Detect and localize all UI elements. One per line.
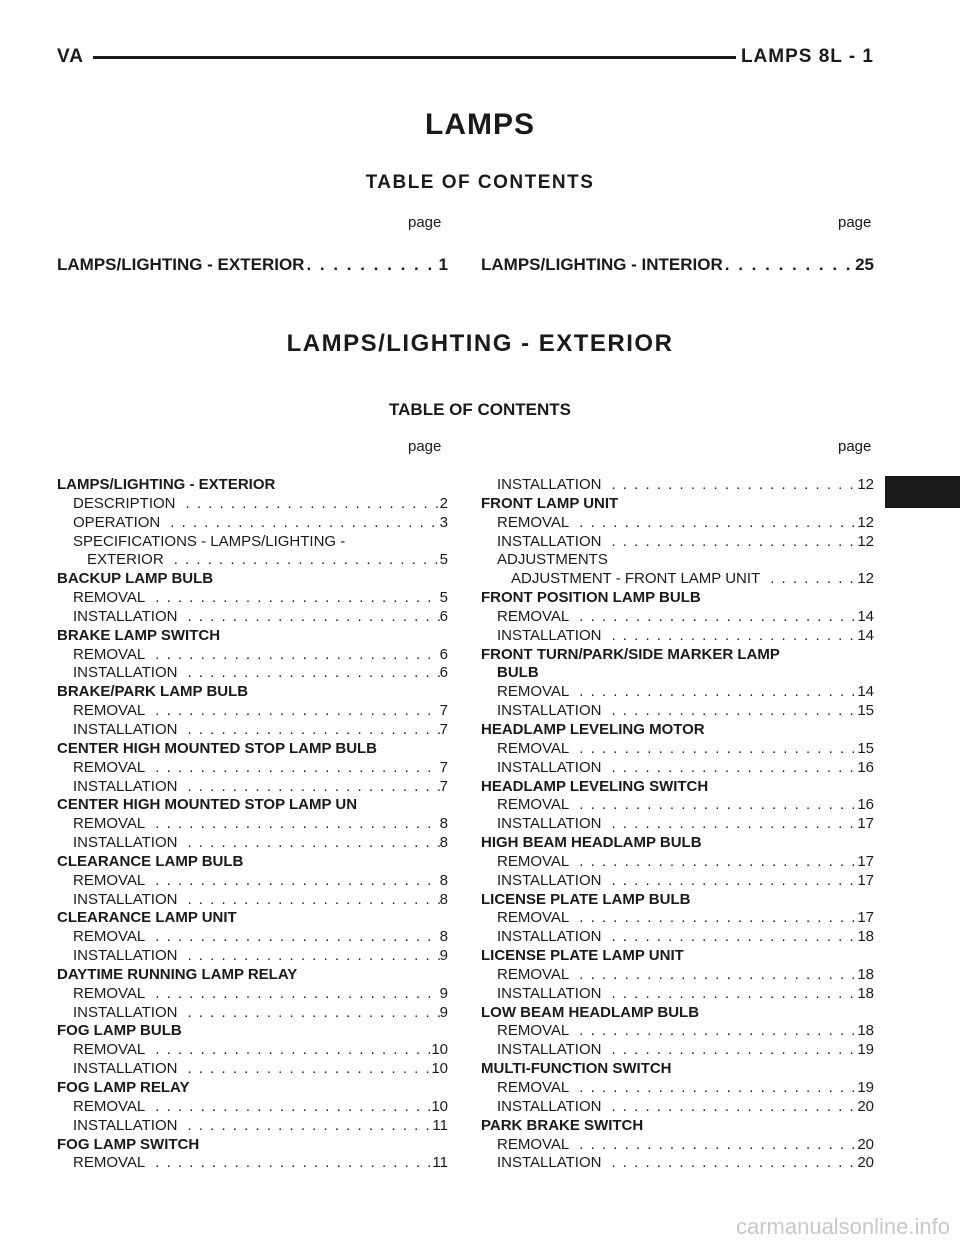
toc-heading	[57, 570, 448, 589]
toc-entry[interactable]	[481, 476, 874, 495]
toc-entry-label: INSTALLATION	[497, 1154, 602, 1172]
toc-entry[interactable]	[57, 985, 448, 1004]
dot-leader	[579, 796, 857, 815]
toc-entry-label: REMOVAL	[497, 796, 570, 814]
toc-entry[interactable]	[57, 834, 448, 853]
toc-entry-label: INSTALLATION	[73, 834, 178, 852]
watermark: carmanualsonline.info	[735, 1214, 950, 1239]
toc-entry-page: 3	[439, 513, 448, 531]
toc-entry-label: INSTALLATION	[497, 871, 602, 889]
toc-entry-page: 10	[431, 1060, 448, 1078]
toc-entry-label: REMOVAL	[73, 928, 146, 946]
toc-entry-label: DAYTIME RUNNING LAMP RELAY	[57, 965, 298, 983]
toc-heading	[481, 495, 874, 514]
toc-entry-page: 18	[857, 984, 874, 1002]
toc-entry[interactable]	[57, 778, 448, 797]
toc-entry-label: INSTALLATION	[497, 1041, 602, 1059]
dot-leader	[187, 891, 439, 910]
toc-entry[interactable]	[57, 1060, 448, 1079]
toc-entry-label: INSTALLATION	[497, 815, 602, 833]
toc-entry-label: REMOVAL	[73, 1154, 146, 1172]
toc-entry-page: 1	[438, 255, 448, 274]
toc-entry-label: REMOVAL	[73, 758, 146, 776]
toc-heading	[57, 1136, 448, 1155]
toc-entry-page: 14	[857, 607, 874, 625]
toc-entry-page: 20	[857, 1135, 874, 1153]
toc-entry-label: FRONT TURN/PARK/SIDE MARKER LAMP	[481, 645, 780, 663]
toc-entry-label: REMOVAL	[497, 513, 570, 531]
toc-entry-label: ADJUSTMENTS	[497, 551, 608, 569]
toc-entry-label: INSTALLATION	[73, 777, 178, 795]
toc-entry-page: 20	[857, 1097, 874, 1115]
dot-leader	[155, 815, 439, 834]
page-column-label-left: page	[408, 438, 442, 455]
toc-entry-label: LAMPS/LIGHTING - EXTERIOR	[57, 476, 276, 493]
dot-leader	[155, 872, 439, 891]
toc-entry-label: FRONT LAMP UNIT	[481, 494, 619, 512]
toc-entry-label: REMOVAL	[497, 965, 570, 983]
toc-entry-page: 2	[439, 494, 448, 512]
section-tab-marker	[885, 476, 960, 508]
toc-entry[interactable]	[481, 514, 874, 533]
dot-leader	[611, 533, 857, 552]
toc-entry-page: 12	[857, 513, 874, 531]
toc-entry-label: REMOVAL	[497, 1135, 570, 1153]
page-column-label-right: page	[838, 438, 872, 455]
dot-leader	[155, 1154, 432, 1173]
toc-entry-label: SPECIFICATIONS - LAMPS/LIGHTING -	[73, 532, 346, 550]
toc-entry-page: 17	[857, 909, 874, 927]
toc-entry[interactable]	[57, 1098, 448, 1117]
toc-entry[interactable]	[57, 589, 448, 608]
toc-entry[interactable]	[57, 551, 448, 570]
toc-entry-label: REMOVAL	[73, 815, 146, 833]
toc-heading	[57, 1079, 448, 1098]
toc-entry[interactable]	[57, 872, 448, 891]
dot-leader	[611, 1041, 857, 1060]
toc-entry-page: 8	[439, 928, 448, 946]
toc-entry-label: REMOVAL	[497, 739, 570, 757]
toc-entry-label: INSTALLATION	[73, 1003, 178, 1021]
toc-entry-label: REMOVAL	[73, 984, 146, 1002]
toc-entry-label: HEADLAMP LEVELING MOTOR	[481, 720, 705, 738]
toc-entry-page: 14	[857, 626, 874, 644]
toc-entry[interactable]	[481, 1022, 874, 1041]
toc-entry-page: 9	[439, 1003, 448, 1021]
toc-entry[interactable]	[481, 928, 874, 947]
toc-entry[interactable]	[57, 1117, 448, 1136]
section-toc-title: TABLE OF CONTENTS	[389, 400, 571, 419]
toc-heading	[481, 721, 874, 740]
dot-leader	[579, 683, 857, 702]
dot-leader	[187, 721, 439, 740]
page-column-label-left: page	[408, 214, 442, 231]
toc-heading	[481, 589, 874, 608]
toc-entry[interactable]	[57, 815, 448, 834]
toc-heading	[57, 853, 448, 872]
toc-entry-label: INSTALLATION	[73, 664, 178, 682]
toc-entry[interactable]	[481, 627, 874, 646]
toc-heading	[57, 683, 448, 702]
dot-leader	[579, 740, 857, 759]
toc-entry-page: 15	[857, 739, 874, 757]
toc-entry-label: OPERATION	[73, 513, 161, 531]
dot-leader	[155, 1041, 431, 1060]
dot-leader	[579, 966, 857, 985]
toc-entry[interactable]	[481, 740, 874, 759]
toc-entry[interactable]	[481, 872, 874, 891]
toc-entry-label: REMOVAL	[73, 589, 146, 607]
toc-entry-page: 18	[857, 1022, 874, 1040]
toc-entry[interactable]	[481, 759, 874, 778]
toc-title: TABLE OF CONTENTS	[365, 172, 595, 193]
dot-leader	[579, 608, 857, 627]
toc-heading	[481, 664, 874, 683]
toc-entry-page: 17	[857, 815, 874, 833]
toc-entry-page: 12	[857, 476, 874, 493]
toc-heading	[481, 1117, 874, 1136]
toc-entry-page: 7	[439, 758, 448, 776]
toc-entry-label: HEADLAMP LEVELING SWITCH	[481, 777, 709, 795]
toc-entry-page: 17	[857, 852, 874, 870]
toc-entry[interactable]	[57, 759, 448, 778]
toc-entry-label: CLEARANCE LAMP BULB	[57, 852, 244, 870]
toc-entry-label: PARK BRAKE SWITCH	[481, 1116, 644, 1134]
toc-entry-label: FOG LAMP RELAY	[57, 1079, 190, 1096]
main-title: LAMPS	[425, 108, 535, 141]
toc-entry-label: CENTER HIGH MOUNTED STOP LAMP UN	[57, 796, 358, 814]
toc-entry-page: 15	[857, 702, 874, 720]
toc-heading	[481, 646, 874, 665]
toc-entry-page: 8	[439, 871, 448, 889]
toc-entry[interactable]	[481, 1154, 874, 1173]
toc-entry-label: REMOVAL	[497, 1022, 570, 1040]
toc-entry-page: 10	[431, 1041, 448, 1059]
toc-entry-page: 16	[857, 796, 874, 814]
toc-entry-page: 11	[432, 1116, 448, 1134]
dot-leader	[611, 815, 857, 834]
toc-entry-page: 20	[857, 1154, 874, 1172]
toc-entry[interactable]	[481, 1136, 874, 1155]
toc-entry-label: CLEARANCE LAMP UNIT	[57, 909, 237, 927]
toc-entry-page: 5	[439, 551, 448, 569]
toc-entry[interactable]	[57, 928, 448, 947]
toc-entry[interactable]	[57, 1154, 448, 1173]
dot-leader	[155, 759, 439, 778]
toc-entry-page: 18	[857, 965, 874, 983]
dot-leader	[155, 589, 439, 608]
dot-leader	[579, 909, 857, 928]
toc-entry-label: FRONT POSITION LAMP BULB	[481, 589, 701, 607]
toc-entry-exterior[interactable]	[57, 255, 448, 277]
toc-entry-label: ADJUSTMENT - FRONT LAMP UNIT	[511, 570, 761, 588]
toc-entry[interactable]	[57, 495, 448, 514]
dot-leader	[155, 985, 439, 1004]
toc-entry[interactable]	[57, 608, 448, 627]
toc-entry-label: BRAKE LAMP SWITCH	[57, 626, 221, 644]
toc-entry[interactable]	[481, 1079, 874, 1098]
dot-leader	[306, 255, 436, 275]
toc-entry-label: REMOVAL	[497, 1079, 570, 1096]
toc-entry-label: INSTALLATION	[73, 947, 178, 965]
toc-entry-label: LOW BEAM HEADLAMP BULB	[481, 1003, 700, 1021]
toc-entry-label: REMOVAL	[497, 852, 570, 870]
toc-entry[interactable]	[57, 646, 448, 665]
toc-entry-label: INSTALLATION	[73, 1060, 178, 1078]
toc-heading	[57, 627, 448, 646]
toc-entry-label: LAMPS/LIGHTING - EXTERIOR	[57, 255, 305, 274]
dot-leader	[611, 627, 857, 646]
toc-entry-label: REMOVAL	[73, 1097, 146, 1115]
section-title: LAMPS/LIGHTING - EXTERIOR	[286, 330, 674, 357]
toc-entry-label: REMOVAL	[73, 645, 146, 663]
toc-entry-label: INSTALLATION	[497, 626, 602, 644]
toc-entry[interactable]	[481, 985, 874, 1004]
dot-leader	[187, 1004, 439, 1023]
toc-entry-page: 6	[439, 645, 448, 663]
toc-entry[interactable]	[57, 664, 448, 683]
dot-leader	[155, 646, 439, 665]
toc-entry[interactable]	[57, 702, 448, 721]
dot-leader	[155, 1098, 431, 1117]
dot-leader	[187, 778, 439, 797]
toc-entry-label: REMOVAL	[73, 871, 146, 889]
dot-leader	[579, 1136, 857, 1155]
dot-leader	[611, 985, 857, 1004]
toc-entry-label: INSTALLATION	[497, 532, 602, 550]
toc-right-column	[481, 476, 874, 1173]
toc-entry-label: INSTALLATION	[497, 758, 602, 776]
toc-entry-label: MULTI-FUNCTION SWITCH	[481, 1060, 672, 1078]
dot-leader	[187, 947, 439, 966]
toc-entry-page: 6	[439, 607, 448, 625]
dot-leader	[187, 1117, 432, 1136]
dot-leader	[611, 702, 857, 721]
toc-heading	[57, 476, 448, 495]
header-right: LAMPS 8L - 1	[740, 46, 874, 67]
dot-leader	[611, 759, 857, 778]
toc-entry-label: REMOVAL	[73, 1041, 146, 1059]
toc-entry[interactable]	[481, 1041, 874, 1060]
toc-entry[interactable]	[481, 570, 874, 589]
toc-heading	[481, 891, 874, 910]
dot-leader	[170, 514, 439, 533]
toc-entry-page: 8	[439, 834, 448, 852]
toc-entry[interactable]	[481, 815, 874, 834]
toc-entry[interactable]	[481, 683, 874, 702]
toc-entry-page: 5	[439, 589, 448, 607]
toc-entry-interior[interactable]	[481, 255, 874, 277]
toc-entry-label: REMOVAL	[497, 683, 570, 701]
toc-entry[interactable]	[481, 966, 874, 985]
toc-entry-label: DESCRIPTION	[73, 494, 176, 512]
toc-entry-label: FOG LAMP BULB	[57, 1022, 182, 1040]
dot-leader	[611, 1154, 857, 1173]
dot-leader	[187, 1060, 431, 1079]
toc-entry-page: 9	[439, 947, 448, 965]
toc-heading	[57, 966, 448, 985]
toc-entry-label: INSTALLATION	[497, 984, 602, 1002]
toc-entry-label: INSTALLATION	[497, 476, 602, 493]
dot-leader	[186, 495, 440, 514]
toc-entry-page: 19	[857, 1079, 874, 1096]
toc-entry-page: 12	[857, 570, 874, 588]
toc-entry-label: INSTALLATION	[497, 1097, 602, 1115]
toc-entry-label: BACKUP LAMP BULB	[57, 570, 214, 588]
dot-leader	[187, 834, 439, 853]
page-column-label-right: page	[838, 214, 872, 231]
toc-entry-page: 8	[439, 815, 448, 833]
toc-entry-label: LICENSE PLATE LAMP UNIT	[481, 947, 684, 965]
dot-leader	[611, 928, 857, 947]
toc-left-column	[57, 476, 448, 1173]
toc-heading	[57, 909, 448, 928]
toc-entry-label: BRAKE/PARK LAMP BULB	[57, 683, 249, 701]
dot-leader	[174, 551, 440, 570]
toc-heading	[57, 796, 448, 815]
toc-entry[interactable]	[481, 608, 874, 627]
toc-entry-label: HIGH BEAM HEADLAMP BULB	[481, 834, 702, 852]
toc-entry-label: LICENSE PLATE LAMP BULB	[481, 890, 691, 908]
toc-entry[interactable]	[57, 1041, 448, 1060]
dot-leader	[611, 476, 857, 495]
toc-entry-label: FOG LAMP SWITCH	[57, 1135, 200, 1153]
toc-heading	[481, 947, 874, 966]
toc-entry[interactable]	[57, 891, 448, 910]
toc-entry-label: CENTER HIGH MOUNTED STOP LAMP BULB	[57, 739, 378, 757]
toc-heading	[481, 1060, 874, 1079]
header-left: VA	[57, 46, 84, 67]
toc-heading	[481, 778, 874, 797]
toc-entry-label: INSTALLATION	[73, 720, 178, 738]
toc-entry[interactable]	[57, 514, 448, 533]
toc-heading	[481, 834, 874, 853]
toc-heading	[57, 1022, 448, 1041]
dot-leader	[155, 928, 439, 947]
toc-entry-page: 7	[439, 777, 448, 795]
dot-leader	[611, 1098, 857, 1117]
toc-entry-page: 14	[857, 683, 874, 701]
toc-entry-page: 25	[855, 255, 874, 274]
dot-leader	[579, 1079, 857, 1098]
dot-leader	[187, 664, 439, 683]
toc-heading	[481, 551, 874, 570]
toc-entry-page: 17	[857, 871, 874, 889]
header-rule	[93, 56, 736, 59]
toc-entry[interactable]	[481, 702, 874, 721]
toc-entry-label: INSTALLATION	[497, 928, 602, 946]
toc-entry-label: BULB	[497, 664, 539, 682]
toc-entry-page: 7	[439, 720, 448, 738]
toc-entry[interactable]	[481, 853, 874, 872]
toc-heading	[481, 1004, 874, 1023]
toc-entry-label: INSTALLATION	[73, 607, 178, 625]
toc-entry-page: 10	[431, 1097, 448, 1115]
dot-leader	[725, 255, 853, 275]
dot-leader	[579, 1022, 857, 1041]
toc-entry-label: INSTALLATION	[73, 1116, 178, 1134]
toc-entry-page: 12	[857, 532, 874, 550]
dot-leader	[770, 570, 857, 589]
toc-entry-label: REMOVAL	[497, 909, 570, 927]
toc-entry-page: 7	[439, 702, 448, 720]
dot-leader	[579, 853, 857, 872]
dot-leader	[187, 608, 439, 627]
toc-entry-label: EXTERIOR	[87, 551, 164, 569]
toc-entry[interactable]	[57, 1004, 448, 1023]
toc-entry-page: 9	[439, 984, 448, 1002]
dot-leader	[611, 872, 857, 891]
dot-leader	[155, 702, 439, 721]
toc-entry-page: 19	[857, 1041, 874, 1059]
toc-entry[interactable]	[481, 533, 874, 552]
toc-entry-page: 11	[432, 1154, 448, 1172]
toc-entry-page: 6	[439, 664, 448, 682]
toc-entry-page: 8	[439, 890, 448, 908]
toc-entry[interactable]	[481, 796, 874, 815]
toc-entry-label: LAMPS/LIGHTING - INTERIOR	[481, 255, 723, 274]
dot-leader	[579, 514, 857, 533]
toc-entry[interactable]	[57, 721, 448, 740]
toc-entry[interactable]	[481, 1098, 874, 1117]
toc-entry-label: INSTALLATION	[497, 702, 602, 720]
page-header	[57, 46, 874, 72]
toc-entry-label: INSTALLATION	[73, 890, 178, 908]
toc-heading	[57, 533, 448, 552]
toc-entry[interactable]	[57, 947, 448, 966]
toc-entry[interactable]	[481, 909, 874, 928]
toc-entry-label: REMOVAL	[73, 702, 146, 720]
toc-heading	[57, 740, 448, 759]
toc-entry-label: REMOVAL	[497, 607, 570, 625]
toc-entry-page: 18	[857, 928, 874, 946]
toc-entry-page: 16	[857, 758, 874, 776]
